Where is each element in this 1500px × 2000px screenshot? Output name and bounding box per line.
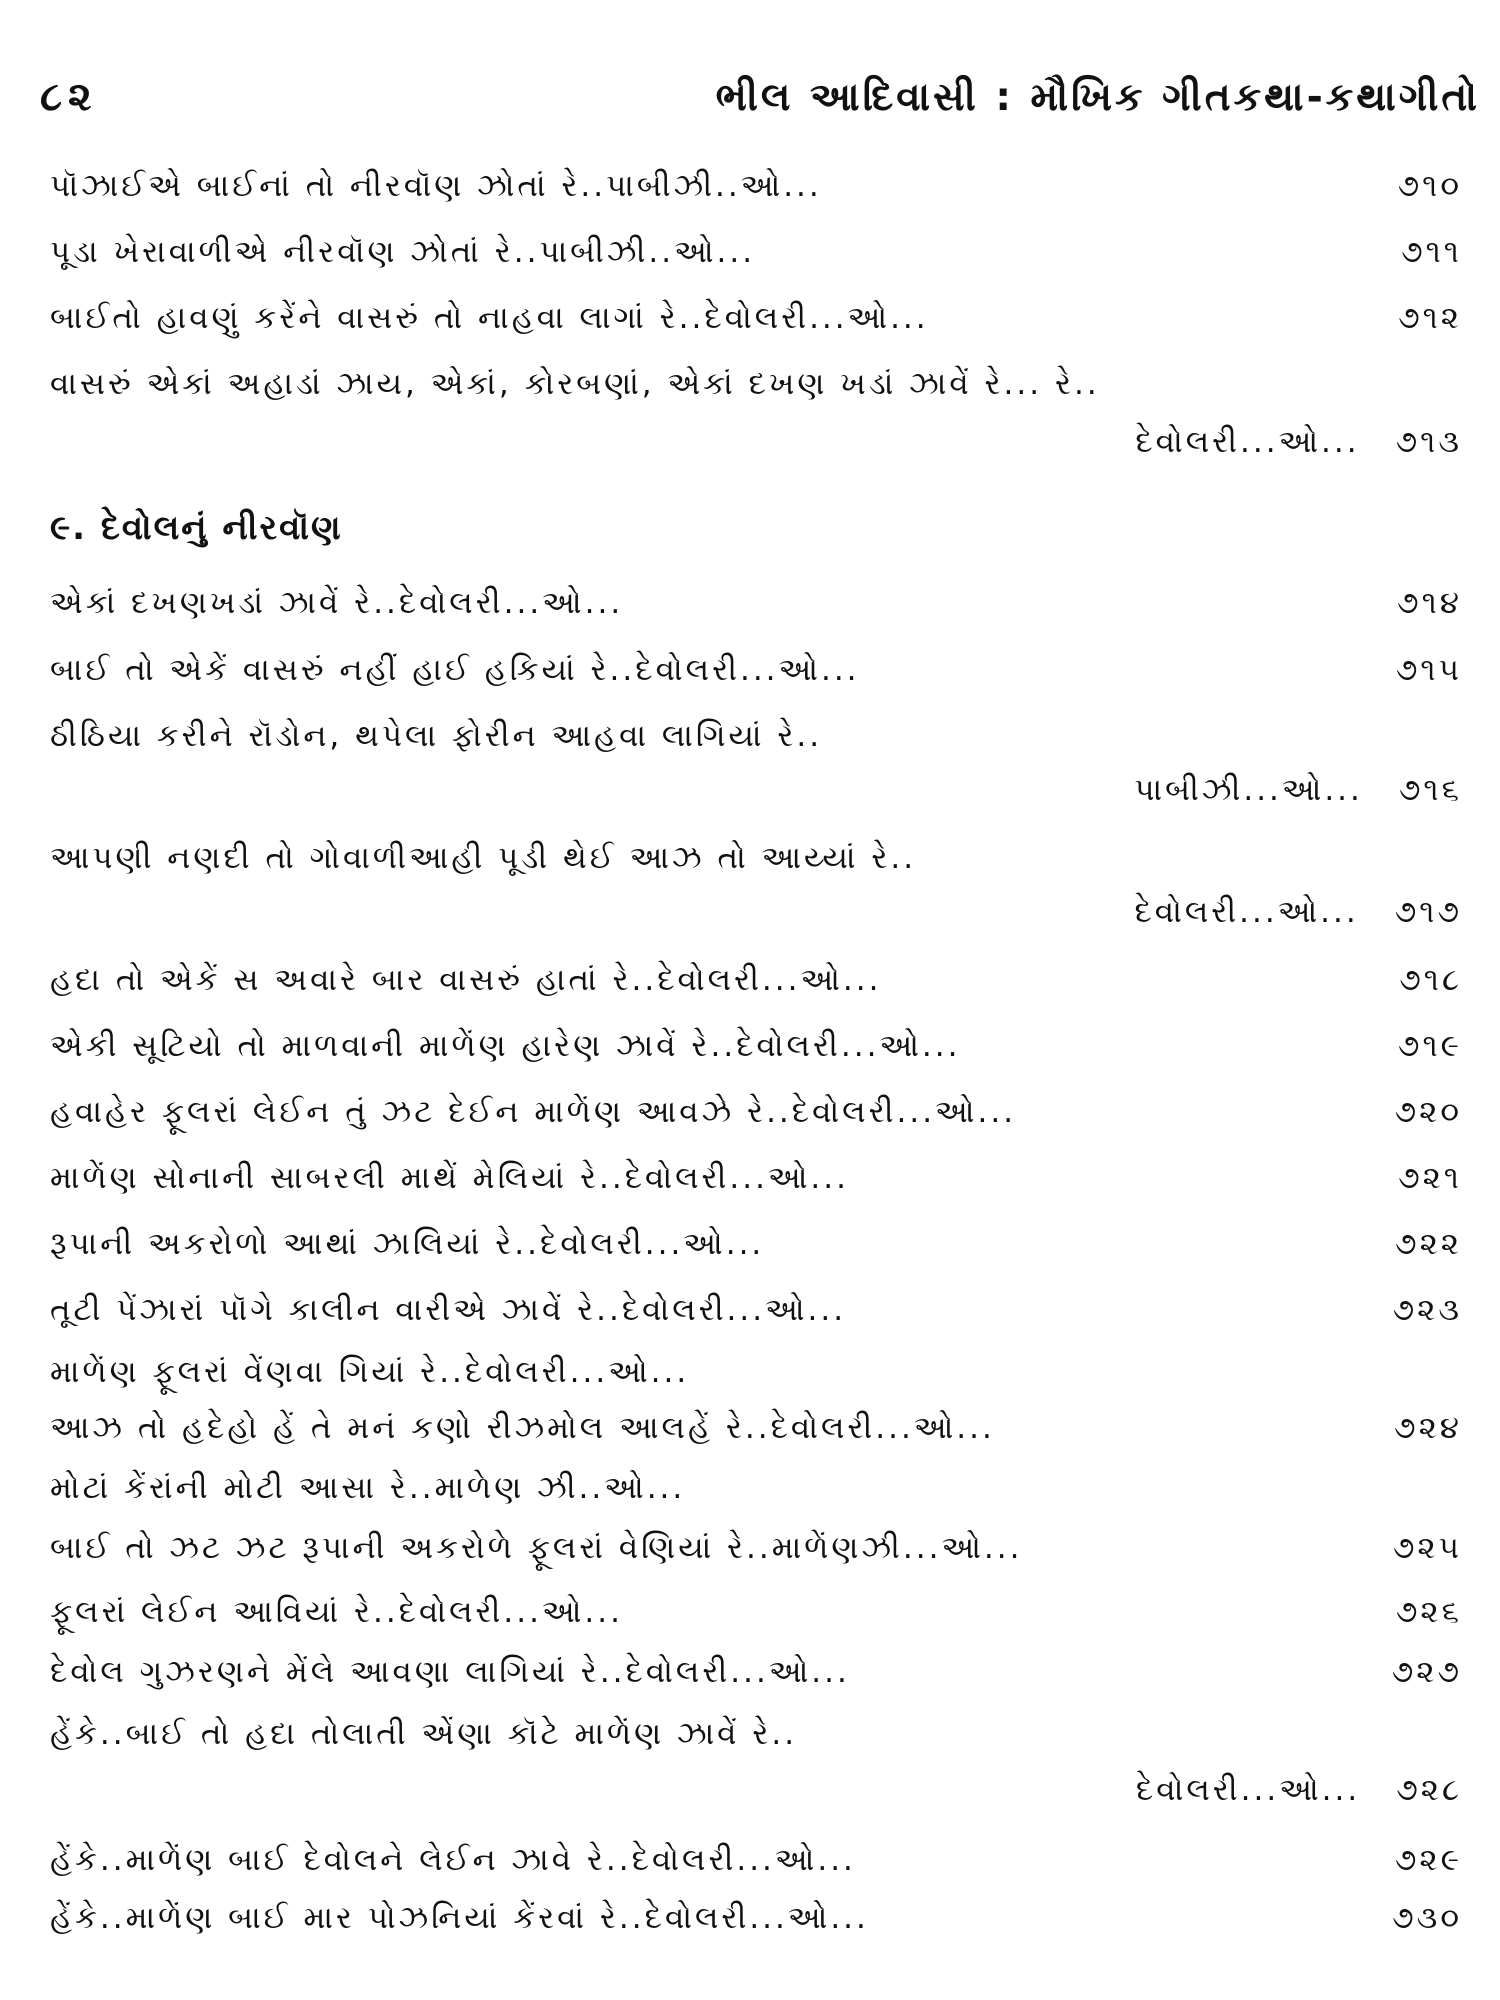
verse-number: ૭૧૦ <box>1397 168 1462 204</box>
verse-line-continuation <box>50 424 1462 461</box>
verse-text: આપણી નણદી તો ગોવાળીઆહી પૂડી થેઈ આઝ તો આય્યાં રે.. <box>50 840 917 876</box>
verse-number: ૭૧૩ <box>1395 424 1462 460</box>
verse-text: તૂટી પેંઝારાં પૉગે કાલીન વારીએ ઝાવેં રે..દેવોલરી...ઓ... <box>50 1292 847 1328</box>
verse-line <box>50 366 1462 403</box>
verse-line <box>50 1292 1462 1329</box>
verse-line <box>50 718 1462 755</box>
verse-line <box>50 1654 1462 1691</box>
verse-text: હવાહેર ફૂલરાં લેઈન તું ઝટ દેઈન માળેંણ આવઝે રે..દેવોલરી...ઓ... <box>50 1094 1017 1130</box>
verse-line <box>50 1160 1462 1197</box>
verse-text: દેવોલરી...ઓ... <box>1135 1772 1361 1808</box>
verse-line <box>50 1900 1462 1937</box>
verse-line <box>50 1842 1462 1879</box>
verse-text: બાઈ તો ઝટ ઝટ રૂપાની અકરોળે ફૂલરાં વેણિયાં રે..માળેંણઝી...ઓ... <box>50 1530 1023 1566</box>
verse-line <box>50 1716 1462 1753</box>
verse-line <box>50 1410 1462 1447</box>
verse-line <box>50 962 1462 999</box>
verse-text: હેંકે..માળેંણ બાઈ માર પોઝનિયાં કેંરવાં રે..દેવોલરી...ઓ... <box>50 1900 869 1936</box>
verse-number: ૭૨૯ <box>1394 1842 1462 1878</box>
verse-number: ૭૧૪ <box>1397 585 1462 621</box>
verse-number: ૭૧૨ <box>1398 300 1462 336</box>
verse-text: દેવોલ ગુઝરણને મેંલે આવણા લાગિયાં રે..દેવોલરી...ઓ... <box>50 1654 850 1690</box>
verse-number: ૭૨૮ <box>1396 1772 1462 1808</box>
verse-line <box>50 1226 1462 1263</box>
page-number: ૮૨ <box>40 74 98 120</box>
verse-line <box>50 234 1462 271</box>
verse-number: ૭૨૩ <box>1392 1292 1462 1328</box>
verse-line <box>50 1028 1462 1065</box>
section-title: ૯. દેવોલનું નીરવૉણ <box>50 508 343 548</box>
verse-line <box>50 168 1462 205</box>
verse-text: આઝ તો હદેહો હેં તે મનં કણો રીઝમોલ આલહેં રે..દેવોલરી...ઓ... <box>50 1410 995 1446</box>
verse-text: મોટાં કેંરાંની મોટી આસા રે..માળેણ ઝી..ઓ... <box>50 1470 686 1506</box>
verse-number: ૭૨૦ <box>1394 1094 1462 1130</box>
page-header <box>40 62 1480 132</box>
verse-text: એકાં દખણખડાં ઝાવેં રે..દેવોલરી...ઓ... <box>50 585 624 621</box>
verse-line <box>50 1470 1462 1507</box>
verse-text: હેંકે..માળેંણ બાઈ દેવોલને લેઈન ઝાવે રે..દેવોલરી...ઓ... <box>50 1842 856 1878</box>
verse-line <box>50 1530 1462 1567</box>
verse-text: બાઈતો હાવણું કરેંને વાસરું તો નાહવા લાગાં રે..દેવોલરી...ઓ... <box>50 300 929 336</box>
verse-number: ૭૨૫ <box>1392 1530 1462 1566</box>
verse-text: હદા તો એકેં સ અવારે બાર વાસરું હાતાં રે..દેવોલરી...ઓ... <box>50 962 882 998</box>
verse-text: પૂડા ખેરાવાળીએ નીરવૉણ ઝોતાં રે..પાબીઝી..ઓ... <box>50 234 756 270</box>
verse-text: રૂપાની અકરોળો આથાં ઝાલિયાં રે..દેવોલરી...ઓ... <box>50 1226 765 1262</box>
verse-number: ૭૨૪ <box>1394 1410 1462 1446</box>
verse-text: ફૂલરાં લેઈન આવિયાં રે..દેવોલરી...ઓ... <box>50 1594 623 1630</box>
verse-line <box>50 840 1462 877</box>
verse-line <box>50 1594 1462 1631</box>
verse-number: ૭૨૨ <box>1395 1226 1462 1262</box>
verse-text: માળેંણ સોનાની સાબરલી માથેં મેલિયાં રે..દેવોલરી...ઓ... <box>50 1160 849 1196</box>
verse-text: બાઈ તો એકેં વાસરું નહીં હાઈ હકિયાં રે..દેવોલરી...ઓ... <box>50 652 860 688</box>
verse-text: એકી સૂટિયો તો માળવાની માળેંણ હારેણ ઝાવેં રે..દેવોલરી...ઓ... <box>50 1028 961 1064</box>
verse-text: હેંકે..બાઈ તો હદા તોલાતી એંણા કૉટે માળેંણ ઝાવેં રે.. <box>50 1716 798 1752</box>
verse-text: દેવોલરી...ઓ... <box>1135 424 1360 460</box>
verse-text: પૉઝાઈએ બાઈનાં તો નીરવૉણ ઝોતાં રે..પાબીઝી..ઓ... <box>50 168 822 204</box>
verse-number: ૭૧૭ <box>1394 894 1462 930</box>
verse-number: ૭૧૧ <box>1401 234 1462 270</box>
verse-number: ૭૧૮ <box>1399 962 1462 998</box>
verse-line <box>50 652 1462 689</box>
verse-line <box>50 585 1462 622</box>
verse-text: પાબીઝી...ઓ... <box>1134 772 1363 808</box>
verse-number: ૭૧૬ <box>1398 772 1462 808</box>
verse-text: માળેંણ ફૂલરાં વેંણવા ગિયાં રે..દેવોલરી...ઓ... <box>50 1354 690 1390</box>
verse-number: ૭૧૫ <box>1395 652 1462 688</box>
verse-line-continuation <box>50 894 1462 931</box>
verse-number: ૭૨૬ <box>1395 1594 1462 1630</box>
verse-line-continuation <box>50 772 1462 809</box>
verse-number: ૭૩૦ <box>1392 1900 1462 1936</box>
verse-number: ૭૨૭ <box>1391 1654 1462 1690</box>
verse-line-continuation <box>50 1772 1462 1809</box>
verse-line <box>50 1354 1462 1391</box>
verse-number: ૭૨૧ <box>1398 1160 1462 1196</box>
running-title: ભીલ આદિવાસી : મૌખિક ગીતકથા-કથાગીતો <box>715 74 1480 120</box>
verse-text: દેવોલરી...ઓ... <box>1134 894 1359 930</box>
verse-text: વાસરું એકાં અહાડાં ઝાય, એકાં, કોરબણાં, એકાં દખણ ખડાં ઝાવેં રે... રે.. <box>50 366 1100 402</box>
verse-line <box>50 300 1462 337</box>
verse-line <box>50 1094 1462 1131</box>
verse-number: ૭૧૯ <box>1397 1028 1462 1064</box>
verse-text: ઠીઠિયા કરીને રૉડોન, થપેલા ફોરીન આહવા લાગિયાં રે.. <box>50 718 823 754</box>
